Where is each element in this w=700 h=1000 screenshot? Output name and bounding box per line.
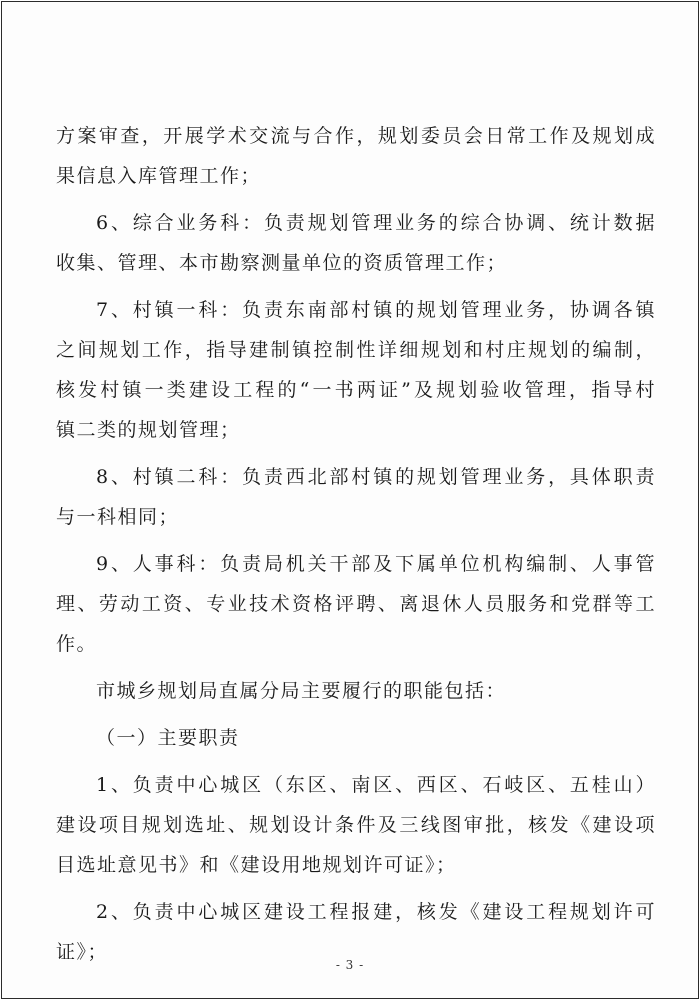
text-line: 建设项目规划选址、规划设计条件及三线图审批，核发《建设项: [56, 814, 656, 836]
paragraph-item-7: [56, 290, 656, 450]
text-line: 收集、管理、本市勘察测量单位的资质管理工作；: [56, 252, 508, 274]
section-heading: [56, 718, 656, 758]
text-line: 之间规划工作，指导建制镇控制性详细规划和村庄规划的编制，: [56, 339, 656, 361]
paragraph-intro: [56, 671, 656, 711]
text-line: 作。: [56, 633, 98, 655]
text-line: 8、村镇二科：负责西北部村镇的规划管理业务，具体职责: [96, 466, 656, 488]
paragraph-item-9: [56, 544, 656, 664]
text-line: 核发村镇一类建设工程的“一书两证”及规划验收管理，指导村: [56, 379, 656, 401]
text-line: 2、负责中心城区建设工程报建，核发《建设工程规划许可: [96, 901, 656, 923]
text-line: 证》；: [56, 941, 109, 963]
page-number: - 3 -: [335, 958, 365, 972]
text-line: 6、综合业务科：负责规划管理业务的综合协调、统计数据: [96, 212, 656, 234]
text-line: 果信息入库管理工作；: [56, 165, 262, 187]
text-line: （一）主要职责: [96, 727, 240, 749]
paragraph-duty-1: [56, 765, 656, 885]
text-line: 目选址意见书》和《建设用地规划许可证》；: [56, 854, 457, 876]
text-line: 与一科相同；: [56, 506, 180, 528]
paragraph-item-6: [56, 203, 656, 283]
text-line: 1、负责中心城区（东区、南区、西区、石岐区、五桂山）: [96, 774, 656, 796]
document-body: [56, 116, 656, 972]
text-line: 方案审查，开展学术交流与合作，规划委员会日常工作及规划成: [56, 125, 656, 147]
paragraph-continuation: [56, 116, 656, 196]
text-line: 7、村镇一科：负责东南部村镇的规划管理业务，协调各镇: [96, 299, 656, 321]
text-line: 理、劳动工资、专业技术资格评聘、离退休人员服务和党群等工: [56, 593, 656, 615]
text-line: 市城乡规划局直属分局主要履行的职能包括：: [96, 680, 507, 702]
text-line: 镇二类的规划管理；: [56, 419, 241, 441]
paragraph-item-8: [56, 457, 656, 537]
text-line: 9、人事科：负责局机关干部及下属单位机构编制、人事管: [96, 553, 656, 575]
